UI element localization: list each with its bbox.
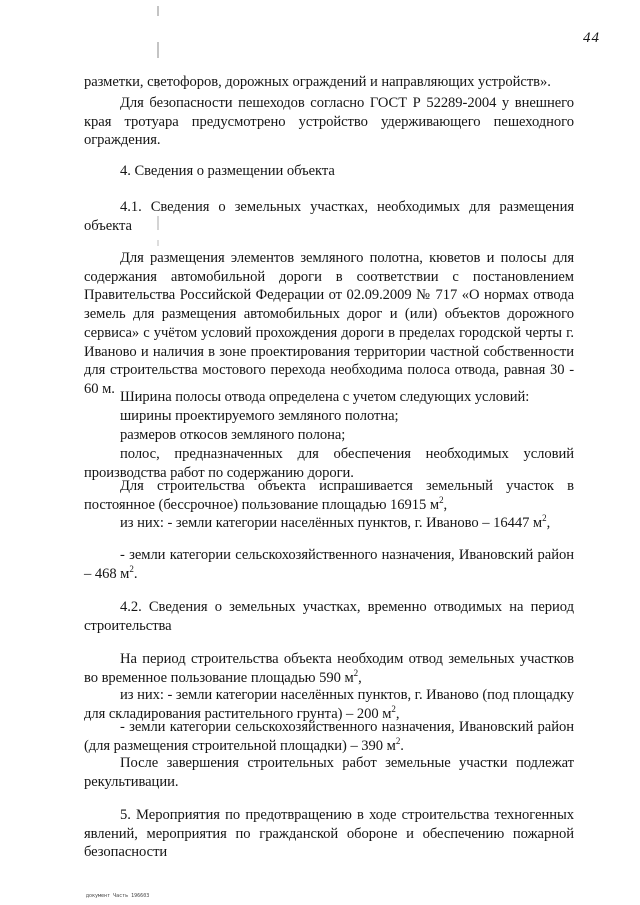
superscript: 2 — [542, 513, 547, 524]
settlement-lands-text: из них: - земли категории населённых пунктов, г. Иваново – 16447 м — [120, 515, 543, 531]
paragraph-temporary-use — [84, 650, 574, 687]
punctuation: , — [358, 669, 362, 686]
permanent-use-text: Для строительства объекта испрашивается земельный участок в постоянное (бессрочное) пользование площадью 16915 м — [84, 478, 574, 513]
section-5-heading: 5. Мероприятия по предотвращению в ходе строительства техногенных явлений, мероприятия по гражданской обороне и обеспечению пожарной безопасности — [84, 807, 574, 861]
paragraph-pedestrian-safety: Для безопасности пешеходов согласно ГОСТ Р 52289-2004 у внешнего края тротуара предусмотрено устройство удерживающего пешеходного ограждения. — [84, 95, 574, 149]
punctuation: . — [133, 565, 138, 582]
temporary-use-text: На период строительства объекта необходим отвод земельных участков во временное пользование площадью 590 м — [84, 651, 574, 686]
list-item-slope-size: размеров откосов земляного полона; — [120, 427, 346, 443]
section-4-1-heading: 4.1. Сведения о земельных участках, необходимых для размещения объекта — [84, 199, 574, 234]
superscript: 2 — [129, 563, 134, 574]
list-item-work-strips: полос, предназначенных для обеспечения необходимых условий производства работ по содержанию дороги. — [84, 446, 574, 481]
paragraph-recultivation: После завершения строительных работ земельные участки подлежат рекультивации. — [84, 755, 574, 790]
superscript: 2 — [391, 703, 396, 714]
paragraph-settlement-lands — [84, 514, 574, 533]
page-number: 44 — [583, 30, 600, 46]
section-4-2-heading: 4.2. Сведения о земельных участках, временно отводимых на период строительства — [84, 599, 574, 634]
punctuation: , — [443, 496, 448, 513]
punctuation: . — [400, 737, 404, 754]
paragraph-temporary-agricultural — [84, 718, 574, 755]
paragraph-agricultural-lands — [84, 546, 574, 583]
agricultural-lands-text: - земли категории сельскохозяйственного назначения, Ивановский район – 468 м — [84, 547, 574, 582]
section-4-heading: 4. Сведения о размещении объекта — [120, 163, 335, 179]
paragraph-land-allocation: Для размещения элементов земляного полотна, кюветов и полосы для содержания автомобильной дороги в соответствии с постановлением Правительства Российской Федерации от 02.09.2009 № 717 «О нормах отвода земель для размещения автомобильных дорог и (или) объектов дорожного сервиса» с учётом условий прохождения дороги в пределах городской черты г. Иваново и наличия в зоне проектирования территории частной собственности для строительства мостового перехода необходима полоса отвода, равная 30 - 60 м. — [84, 250, 574, 397]
footer-note: документ Часть 196603 — [86, 893, 150, 899]
superscript: 2 — [439, 494, 444, 505]
paragraph-continuation: разметки, светофоров, дорожных ограждений и направляющих устройств». — [84, 74, 551, 90]
superscript: 2 — [395, 735, 401, 746]
paragraph-permanent-use — [84, 477, 574, 514]
temporary-settlement-text: из них: - земли категории населённых пунктов, г. Иваново (под площадку для складирования растительного грунта) – 200 м — [84, 687, 574, 722]
punctuation: , — [395, 705, 400, 722]
list-item-roadbed-width: ширины проектируемого земляного полотна; — [120, 408, 399, 424]
superscript: 2 — [353, 667, 359, 678]
temporary-agricultural-text: - земли категории сельскохозяйственного назначения, Ивановский район (для размещения строительной площадки) – 390 м — [84, 719, 574, 754]
paragraph-width-conditions: Ширина полосы отвода определена с учетом следующих условий: — [120, 389, 530, 405]
punctuation: , — [546, 515, 551, 531]
